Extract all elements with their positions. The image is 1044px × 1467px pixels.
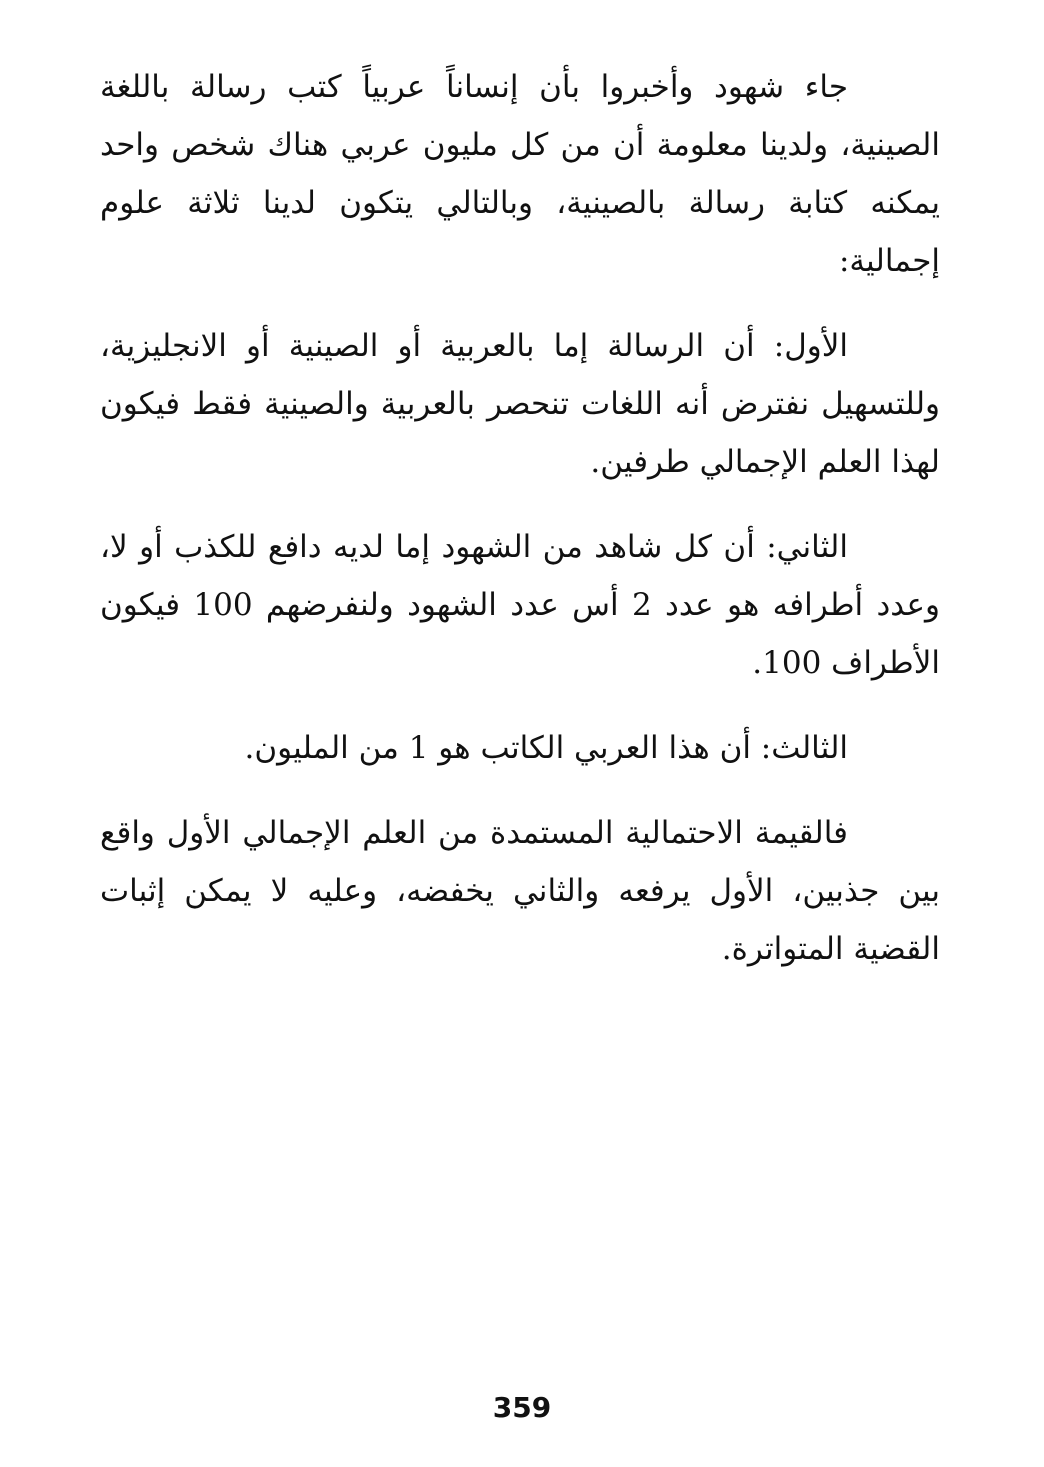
page-number: 359 xyxy=(492,1391,552,1424)
page-body xyxy=(100,58,940,1005)
paragraph-first-knowledge: الأول: أن الرسالة إما بالعربية أو الصينية أو الانجليزية، وللتسهيل نفترض أنه اللغات تنحصر بالعربية والصينية فقط فيكون لهذا العلم الإجمالي طرفين. xyxy=(100,328,940,480)
paragraph-second-knowledge: الثاني: أن كل شاهد من الشهود إما لديه دافع للكذب أو لا، وعدد أطرافه هو عدد 2 أس عدد الشهود ولنفرضهم 100 فيكون الأطراف 100. xyxy=(100,529,940,681)
paragraph-third-knowledge: الثالث: أن هذا العربي الكاتب هو 1 من المليون. xyxy=(244,730,848,766)
paragraph-intro: جاء شهود وأخبروا بأن إنساناً عربياً كتب رسالة باللغة الصينية، ولدينا معلومة أن من كل مليون عربي هناك شخص واحد يمكنه كتابة رسالة بالصينية، وبالتالي يتكون لدينا ثلاثة علوم إجمالية: xyxy=(100,69,940,279)
paragraph-conclusion: فالقيمة الاحتمالية المستمدة من العلم الإجمالي الأول واقع بين جذبين، الأول يرفعه والثاني يخفضه، وعليه لا يمكن إثبات القضية المتواترة. xyxy=(100,815,940,967)
